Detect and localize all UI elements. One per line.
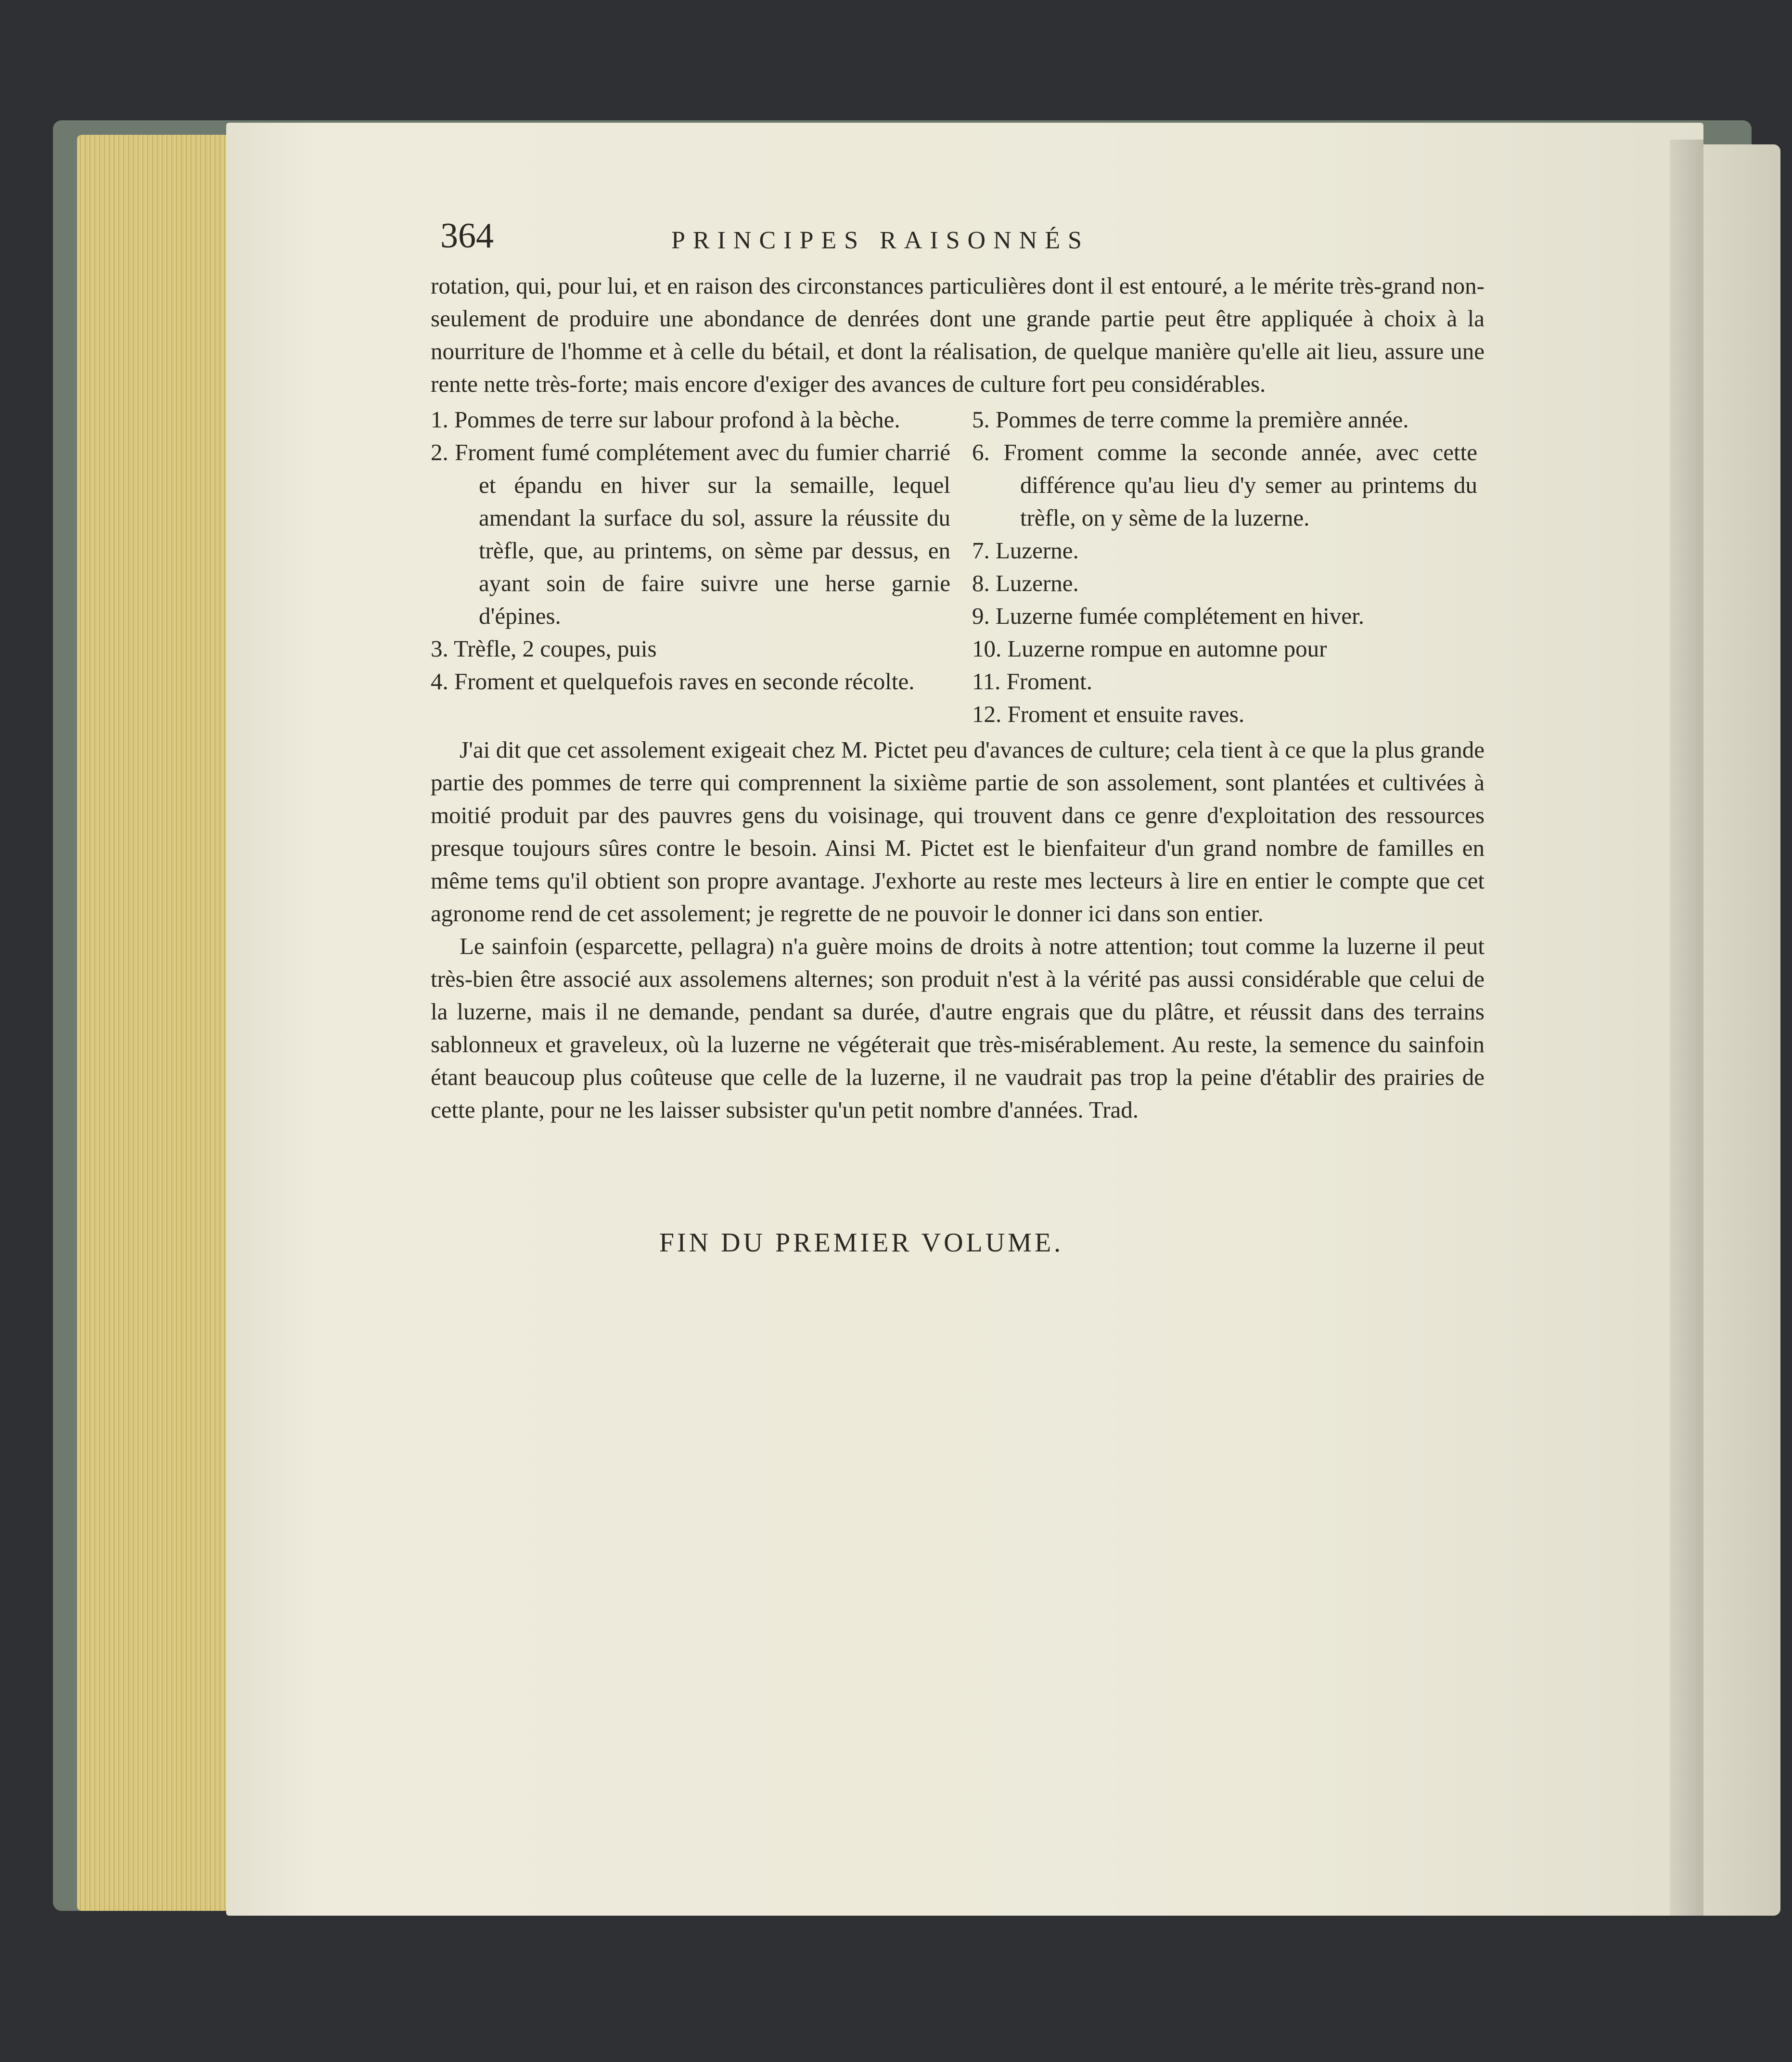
book-gutter [1670, 140, 1703, 1916]
rotation-list [431, 403, 1485, 731]
rotation-item: 4. Froment et quelquefois raves en seconde récolte. [431, 668, 915, 695]
rotation-item: 7. Luzerne. [972, 537, 1079, 564]
end-of-volume-title: FIN DU PREMIER VOLUME. [659, 1228, 1064, 1258]
intro-paragraph: rotation, qui, pour lui, et en raison des circonstances particulières dont il est entouré, a le mérite très-grand non-seulement de produire une abondance de denrées dont une grande partie peut être appliquée à choix à la nourriture de l'homme et à celle du bétail, et dont la réalisation, de quelque manière qu'elle ait lieu, assure une rente nette très-forte; mais encore d'exiger des avances de culture fort peu considérables. [431, 272, 1485, 397]
rotation-item: 1. Pommes de terre sur labour profond à la bèche. [431, 406, 900, 433]
page-edges [77, 135, 236, 1911]
paragraph-sainfoin: Le sainfoin (esparcette, pellagra) n'a guère moins de droits à notre attention; tout comme la luzerne il peut très-bien être associé aux assolemens alternes; son produit n'est à la vérité pas aussi considérable que celui de la luzerne, mais il ne demande, pendant sa durée, d'autre engrais que du plâtre, et réussit dans des terrains sablonneux et graveleux, où la luzerne ne végéterait que très-misérablement. Au reste, la semence du sainfoin étant beaucoup plus coûteuse que celle de la luzerne, il ne vaudrait pas trop la peine d'établir des prairies de cette plante, pour ne les laisser subsister qu'un petit nombre d'années. Trad. [431, 933, 1485, 1123]
rotation-item: 5. Pommes de terre comme la première année. [972, 406, 1409, 433]
page-header [431, 212, 1485, 270]
rotation-item: 8. Luzerne. [972, 570, 1079, 596]
rotation-item: 2. Froment fumé complétement avec du fumier charrié et épandu en hiver sur la semaille, lequel amendant la surface du sol, assure la réussite du trèfle, que, au printems, on sème par dessus, en ayant soin de faire suivre une herse garnie d'épines. [431, 439, 950, 629]
rotation-item: 3. Trèfle, 2 coupes, puis [431, 635, 657, 662]
rotation-left-column [431, 403, 950, 731]
rotation-right-column [972, 403, 1477, 731]
running-head: PRINCIPES RAISONNÉS [671, 227, 1089, 254]
rotation-item: 12. Froment et ensuite raves. [972, 701, 1245, 727]
rotation-item: 11. Froment. [972, 668, 1092, 695]
rotation-item: 9. Luzerne fumée complétement en hiver. [972, 603, 1364, 629]
facing-page-edge [1703, 144, 1780, 1916]
paragraph-pictet: J'ai dit que cet assolement exigeait chez M. Pictet peu d'avances de culture; cela tient à ce que la plus grande partie des pommes de terre qui comprennent la sixième partie de son assolement, sont plantées et cultivées à moitié produit par des pauvres gens du voisinage, qui trouvent dans ce genre d'exploitation des ressources presque toujours sûres contre le besoin. Ainsi M. Pictet est le bienfaiteur d'un grand nombre de familles en même tems qu'il obtient son propre avantage. J'exhorte au reste mes lecteurs à lire en entier le compte que cet agronome rend de cet assolement; je regrette de ne pouvoir le donner ici dans son entier. [431, 736, 1485, 927]
page-text-block [431, 212, 1485, 1258]
rotation-item: 10. Luzerne rompue en automne pour [972, 635, 1327, 662]
rotation-item: 6. Froment comme la seconde année, avec cette différence qu'au lieu d'y semer au printems du trèfle, on y sème de la luzerne. [972, 439, 1477, 531]
page-number: 364 [440, 216, 494, 256]
